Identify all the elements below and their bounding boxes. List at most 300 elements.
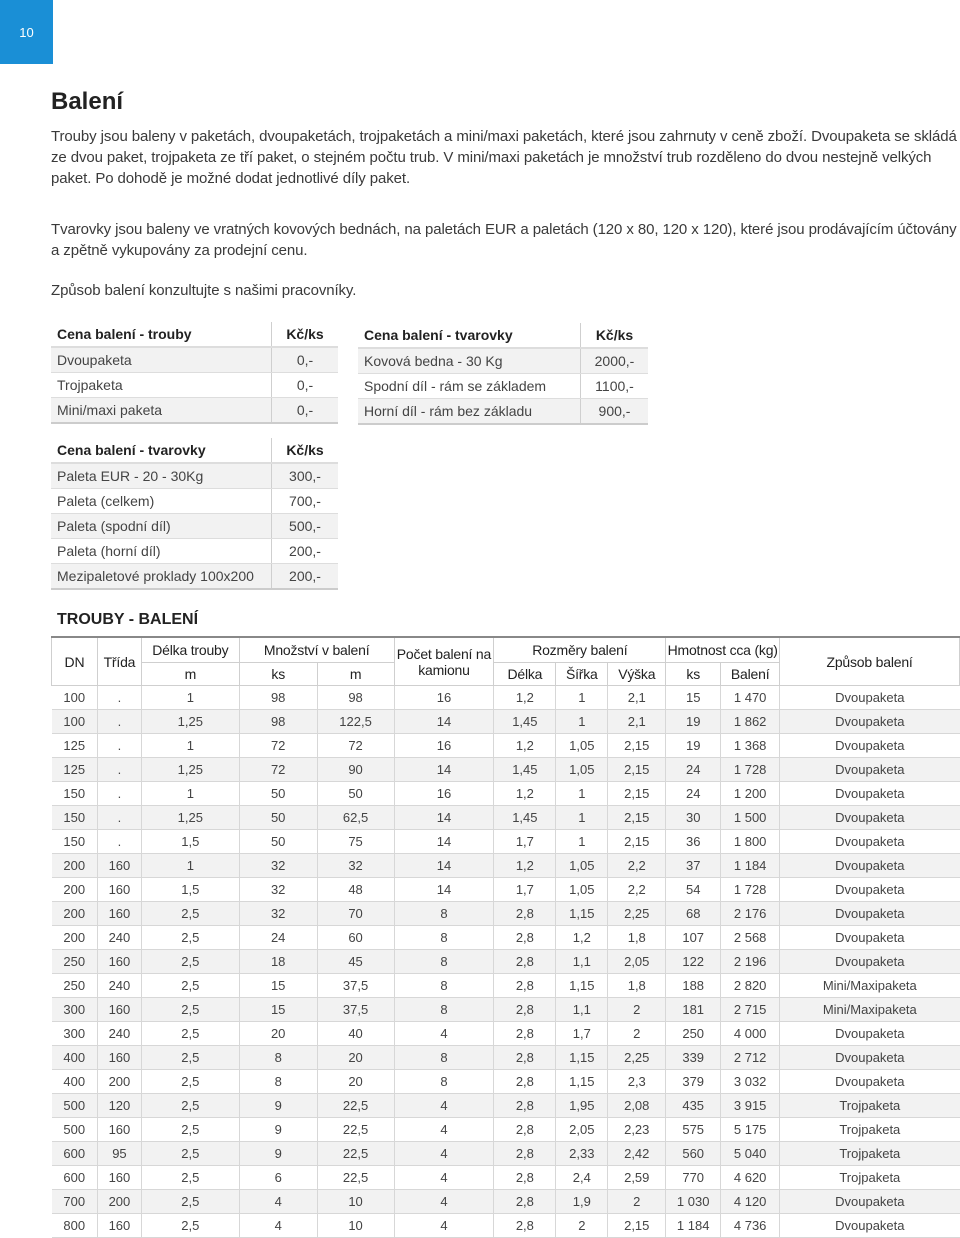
cell-zpusob-baleni: Dvoupaketa [780, 782, 960, 806]
cell-hmotnost-baleni: 1 728 [721, 758, 780, 782]
column-subheader-delka: Délka [494, 663, 556, 686]
cell-mnozstvi-m: 50 [317, 782, 394, 806]
cell-trida: 160 [97, 998, 141, 1022]
cell-pocet-baleni: 14 [394, 806, 494, 830]
cell-sirka: 1 [556, 710, 608, 734]
cell-delka-trouby: 2,5 [141, 1070, 239, 1094]
table-row [52, 1142, 960, 1166]
table-row [52, 686, 960, 710]
price-table-tvarovky-bedny [358, 323, 648, 425]
cell-vyska: 2,3 [608, 1070, 666, 1094]
cell-mnozstvi-m: 75 [317, 830, 394, 854]
column-subheader-ks: ks [239, 663, 317, 686]
item-price: 300,- [272, 463, 339, 489]
cell-delka: 1,45 [494, 758, 556, 782]
cell-dn: 125 [52, 734, 98, 758]
table-row [52, 926, 960, 950]
cell-trida: 200 [97, 1190, 141, 1214]
cell-vyska: 2,2 [608, 878, 666, 902]
cell-zpusob-baleni: Trojpaketa [780, 1166, 960, 1190]
column-subheader-baleni: Balení [721, 663, 780, 686]
cell-mnozstvi-ks: 20 [239, 1022, 317, 1046]
cell-sirka: 1 [556, 686, 608, 710]
table-row [51, 489, 338, 514]
cell-mnozstvi-ks: 8 [239, 1070, 317, 1094]
cell-hmotnost-baleni: 4 120 [721, 1190, 780, 1214]
cell-mnozstvi-m: 62,5 [317, 806, 394, 830]
item-price: 0,- [272, 347, 339, 373]
cell-hmotnost-baleni: 3 032 [721, 1070, 780, 1094]
table-row [358, 348, 648, 374]
item-label: Paleta (spodní díl) [51, 514, 272, 539]
cell-hmotnost-ks: 122 [666, 950, 721, 974]
cell-hmotnost-ks: 188 [666, 974, 721, 998]
page-number: 10 [19, 24, 34, 40]
cell-hmotnost-baleni: 1 800 [721, 830, 780, 854]
cell-dn: 700 [52, 1190, 98, 1214]
cell-vyska: 2,23 [608, 1118, 666, 1142]
table-row [358, 399, 648, 425]
cell-delka-trouby: 2,5 [141, 1094, 239, 1118]
cell-mnozstvi-ks: 32 [239, 854, 317, 878]
cell-mnozstvi-ks: 32 [239, 902, 317, 926]
cell-sirka: 1,95 [556, 1094, 608, 1118]
cell-hmotnost-ks: 19 [666, 734, 721, 758]
cell-hmotnost-ks: 24 [666, 758, 721, 782]
cell-mnozstvi-ks: 15 [239, 998, 317, 1022]
cell-dn: 400 [52, 1046, 98, 1070]
cell-vyska: 2,15 [608, 806, 666, 830]
cell-delka: 1,7 [494, 830, 556, 854]
table-row [52, 1022, 960, 1046]
cell-delka-trouby: 2,5 [141, 998, 239, 1022]
cell-vyska: 1,8 [608, 974, 666, 998]
cell-mnozstvi-ks: 72 [239, 734, 317, 758]
cell-pocet-baleni: 4 [394, 1022, 494, 1046]
cell-delka-trouby: 2,5 [141, 1142, 239, 1166]
cell-delka: 2,8 [494, 998, 556, 1022]
cell-pocet-baleni: 8 [394, 974, 494, 998]
cell-trida: 95 [97, 1142, 141, 1166]
cell-trida: . [97, 830, 141, 854]
column-header-rozmery: Rozměry balení [494, 637, 666, 663]
cell-hmotnost-ks: 181 [666, 998, 721, 1022]
cell-sirka: 1,05 [556, 734, 608, 758]
cell-delka: 2,8 [494, 1214, 556, 1238]
cell-hmotnost-ks: 575 [666, 1118, 721, 1142]
cell-sirka: 1,15 [556, 902, 608, 926]
cell-sirka: 1,15 [556, 1046, 608, 1070]
cell-hmotnost-baleni: 1 500 [721, 806, 780, 830]
cell-pocet-baleni: 14 [394, 758, 494, 782]
page-number-badge [0, 0, 53, 64]
cell-pocet-baleni: 16 [394, 686, 494, 710]
table-row [52, 950, 960, 974]
item-price: 700,- [272, 489, 339, 514]
cell-delka-trouby: 1,5 [141, 830, 239, 854]
cell-zpusob-baleni: Mini/Maxipaketa [780, 998, 960, 1022]
cell-vyska: 2,15 [608, 830, 666, 854]
cell-mnozstvi-ks: 50 [239, 806, 317, 830]
column-header-delka-trouby: Délka trouby [141, 637, 239, 663]
cell-delka: 2,8 [494, 1022, 556, 1046]
table-row [52, 1094, 960, 1118]
cell-dn: 400 [52, 1070, 98, 1094]
cell-delka: 2,8 [494, 1118, 556, 1142]
cell-hmotnost-baleni: 4 736 [721, 1214, 780, 1238]
cell-trida: 160 [97, 902, 141, 926]
trouby-baleni-table [51, 636, 960, 1238]
cell-delka-trouby: 2,5 [141, 1118, 239, 1142]
item-price: 900,- [581, 399, 649, 425]
cell-trida: 240 [97, 926, 141, 950]
cell-vyska: 2 [608, 1190, 666, 1214]
cell-sirka: 2,4 [556, 1166, 608, 1190]
section-title-trouby-baleni: TROUBY - BALENÍ [57, 611, 199, 628]
column-subheader-m: m [141, 663, 239, 686]
table-row [51, 539, 338, 564]
cell-zpusob-baleni: Dvoupaketa [780, 878, 960, 902]
cell-mnozstvi-m: 122,5 [317, 710, 394, 734]
cell-trida: 160 [97, 1166, 141, 1190]
table-header-row [52, 637, 960, 663]
cell-delka: 1,45 [494, 806, 556, 830]
cell-delka-trouby: 2,5 [141, 974, 239, 998]
cell-hmotnost-ks: 560 [666, 1142, 721, 1166]
cell-mnozstvi-ks: 32 [239, 878, 317, 902]
cell-mnozstvi-m: 72 [317, 734, 394, 758]
item-label: Kovová bedna - 30 Kg [358, 348, 581, 374]
cell-mnozstvi-m: 22,5 [317, 1094, 394, 1118]
cell-mnozstvi-m: 20 [317, 1070, 394, 1094]
cell-hmotnost-ks: 36 [666, 830, 721, 854]
cell-delka: 1,45 [494, 710, 556, 734]
cell-delka: 1,2 [494, 854, 556, 878]
cell-vyska: 2,25 [608, 1046, 666, 1070]
cell-mnozstvi-ks: 18 [239, 950, 317, 974]
cell-mnozstvi-ks: 24 [239, 926, 317, 950]
cell-zpusob-baleni: Dvoupaketa [780, 734, 960, 758]
cell-pocet-baleni: 14 [394, 854, 494, 878]
cell-mnozstvi-m: 45 [317, 950, 394, 974]
table-row [52, 974, 960, 998]
cell-zpusob-baleni: Trojpaketa [780, 1142, 960, 1166]
table-row [51, 373, 338, 398]
item-price: 1100,- [581, 374, 649, 399]
cell-sirka: 2,05 [556, 1118, 608, 1142]
price-table-tvarovky-palety [51, 438, 338, 590]
cell-hmotnost-ks: 19 [666, 710, 721, 734]
cell-dn: 150 [52, 830, 98, 854]
cell-trida: . [97, 782, 141, 806]
cell-delka-trouby: 1 [141, 782, 239, 806]
cell-hmotnost-baleni: 5 040 [721, 1142, 780, 1166]
cell-delka-trouby: 2,5 [141, 1022, 239, 1046]
cell-pocet-baleni: 8 [394, 926, 494, 950]
cell-vyska: 1,8 [608, 926, 666, 950]
cell-zpusob-baleni: Dvoupaketa [780, 1190, 960, 1214]
item-label: Dvoupaketa [51, 347, 272, 373]
cell-zpusob-baleni: Dvoupaketa [780, 902, 960, 926]
paragraph-konzultace: Způsob balení konzultujte s našimi pracovníky. [51, 282, 357, 299]
table-row [52, 998, 960, 1022]
cell-sirka: 1,1 [556, 950, 608, 974]
cell-delka-trouby: 1 [141, 734, 239, 758]
cell-delka-trouby: 1,25 [141, 710, 239, 734]
paragraph-trouby: Trouby jsou baleny v paketách, dvoupaketách, trojpaketách a mini/maxi paketách, které jsou zahrnuty v ceně zboží. Dvoupaketa se skládá ze dvou paket, trojpaketa ze tří paket, o stejném počtu trub. V mini/maxi paketách je množství trub rozděleno do dvou nestejně velkých paket. Po dohodě je možné dodat jednotlivé díly paket. [51, 128, 957, 187]
column-subheader-sirka: Šířka [556, 663, 608, 686]
item-price: 0,- [272, 373, 339, 398]
cell-mnozstvi-m: 90 [317, 758, 394, 782]
cell-trida: . [97, 686, 141, 710]
cell-delka-trouby: 2,5 [141, 1046, 239, 1070]
cell-sirka: 1 [556, 782, 608, 806]
cell-hmotnost-baleni: 4 620 [721, 1166, 780, 1190]
table-row [52, 806, 960, 830]
table-row [52, 902, 960, 926]
cell-dn: 100 [52, 686, 98, 710]
cell-hmotnost-ks: 54 [666, 878, 721, 902]
trouby-baleni-rows [52, 686, 960, 1238]
cell-dn: 300 [52, 998, 98, 1022]
column-subheader-m: m [317, 663, 394, 686]
cell-sirka: 1,05 [556, 854, 608, 878]
column-subheader-vyska: Výška [608, 663, 666, 686]
cell-hmotnost-baleni: 1 470 [721, 686, 780, 710]
column-header-unit: Kč/ks [272, 438, 339, 463]
cell-pocet-baleni: 8 [394, 1070, 494, 1094]
cell-pocet-baleni: 4 [394, 1190, 494, 1214]
cell-hmotnost-ks: 379 [666, 1070, 721, 1094]
cell-mnozstvi-m: 10 [317, 1214, 394, 1238]
cell-hmotnost-ks: 24 [666, 782, 721, 806]
cell-trida: 200 [97, 1070, 141, 1094]
column-header-pocet-baleni: Počet balení na kamionu [394, 637, 494, 686]
cell-delka-trouby: 2,5 [141, 902, 239, 926]
cell-delka: 2,8 [494, 1070, 556, 1094]
cell-sirka: 1,2 [556, 926, 608, 950]
cell-delka: 2,8 [494, 1190, 556, 1214]
cell-trida: 240 [97, 974, 141, 998]
cell-hmotnost-baleni: 1 728 [721, 878, 780, 902]
cell-hmotnost-ks: 770 [666, 1166, 721, 1190]
cell-delka-trouby: 2,5 [141, 1166, 239, 1190]
item-label: Paleta EUR - 20 - 30Kg [51, 463, 272, 489]
item-price: 200,- [272, 564, 339, 590]
cell-vyska: 2,1 [608, 710, 666, 734]
cell-hmotnost-ks: 68 [666, 902, 721, 926]
cell-delka: 1,2 [494, 734, 556, 758]
cell-pocet-baleni: 14 [394, 878, 494, 902]
cell-pocet-baleni: 16 [394, 734, 494, 758]
cell-hmotnost-ks: 30 [666, 806, 721, 830]
item-price: 200,- [272, 539, 339, 564]
cell-hmotnost-ks: 1 184 [666, 1214, 721, 1238]
cell-trida: . [97, 710, 141, 734]
cell-mnozstvi-ks: 6 [239, 1166, 317, 1190]
cell-dn: 100 [52, 710, 98, 734]
cell-mnozstvi-m: 22,5 [317, 1166, 394, 1190]
cell-sirka: 2,33 [556, 1142, 608, 1166]
cell-zpusob-baleni: Dvoupaketa [780, 1070, 960, 1094]
cell-dn: 300 [52, 1022, 98, 1046]
cell-mnozstvi-ks: 4 [239, 1190, 317, 1214]
column-header-hmotnost: Hmotnost cca (kg) [666, 637, 780, 663]
cell-vyska: 2,59 [608, 1166, 666, 1190]
cell-vyska: 2,42 [608, 1142, 666, 1166]
cell-mnozstvi-ks: 98 [239, 686, 317, 710]
column-header-item: Cena balení - tvarovky [358, 323, 581, 348]
cell-dn: 250 [52, 950, 98, 974]
page-title: Balení [51, 88, 124, 115]
cell-delka: 2,8 [494, 1142, 556, 1166]
column-header-mnozstvi: Množství v balení [239, 637, 394, 663]
cell-zpusob-baleni: Mini/Maxipaketa [780, 974, 960, 998]
cell-mnozstvi-m: 37,5 [317, 974, 394, 998]
cell-pocet-baleni: 8 [394, 1046, 494, 1070]
cell-trida: 240 [97, 1022, 141, 1046]
table-row [52, 1190, 960, 1214]
cell-zpusob-baleni: Dvoupaketa [780, 854, 960, 878]
cell-delka: 1,7 [494, 878, 556, 902]
price-table-trouby [51, 322, 338, 424]
table-row [51, 398, 338, 424]
cell-trida: 160 [97, 854, 141, 878]
item-label: Paleta (celkem) [51, 489, 272, 514]
cell-mnozstvi-ks: 98 [239, 710, 317, 734]
cell-hmotnost-baleni: 2 176 [721, 902, 780, 926]
cell-dn: 500 [52, 1118, 98, 1142]
cell-trida: 120 [97, 1094, 141, 1118]
cell-hmotnost-ks: 339 [666, 1046, 721, 1070]
cell-dn: 125 [52, 758, 98, 782]
cell-vyska: 2,15 [608, 758, 666, 782]
cell-trida: . [97, 758, 141, 782]
cell-mnozstvi-m: 20 [317, 1046, 394, 1070]
item-label: Paleta (horní díl) [51, 539, 272, 564]
cell-dn: 600 [52, 1166, 98, 1190]
cell-hmotnost-ks: 435 [666, 1094, 721, 1118]
table-row [52, 1166, 960, 1190]
cell-sirka: 2 [556, 1214, 608, 1238]
table-header-row [358, 323, 648, 348]
cell-zpusob-baleni: Dvoupaketa [780, 1214, 960, 1238]
cell-mnozstvi-m: 40 [317, 1022, 394, 1046]
item-label: Horní díl - rám bez základu [358, 399, 581, 425]
cell-vyska: 2,25 [608, 902, 666, 926]
cell-zpusob-baleni: Dvoupaketa [780, 830, 960, 854]
cell-dn: 500 [52, 1094, 98, 1118]
table-row [52, 1046, 960, 1070]
table-row [52, 782, 960, 806]
cell-zpusob-baleni: Dvoupaketa [780, 686, 960, 710]
cell-mnozstvi-m: 98 [317, 686, 394, 710]
table-row [52, 1070, 960, 1094]
paragraph-tvarovky: Tvarovky jsou baleny ve vratných kovových bednách, na paletách EUR a paletách (120 x 80, 120 x 120), které jsou prodávajícím účtovány a zpětně vykupovány za prodejní cenu. [51, 221, 957, 259]
cell-sirka: 1,05 [556, 758, 608, 782]
table-row [51, 347, 338, 373]
cell-hmotnost-ks: 1 030 [666, 1190, 721, 1214]
column-subheader-ks: ks [666, 663, 721, 686]
cell-sirka: 1,1 [556, 998, 608, 1022]
item-price: 2000,- [581, 348, 649, 374]
item-label: Mezipaletové proklady 100x200 [51, 564, 272, 590]
cell-dn: 600 [52, 1142, 98, 1166]
table-header-row [51, 438, 338, 463]
cell-mnozstvi-ks: 9 [239, 1094, 317, 1118]
cell-hmotnost-ks: 37 [666, 854, 721, 878]
cell-hmotnost-ks: 250 [666, 1022, 721, 1046]
cell-mnozstvi-m: 22,5 [317, 1118, 394, 1142]
cell-mnozstvi-ks: 4 [239, 1214, 317, 1238]
cell-hmotnost-baleni: 2 196 [721, 950, 780, 974]
cell-dn: 200 [52, 854, 98, 878]
cell-mnozstvi-ks: 50 [239, 782, 317, 806]
cell-mnozstvi-m: 32 [317, 854, 394, 878]
cell-mnozstvi-ks: 9 [239, 1142, 317, 1166]
cell-hmotnost-baleni: 1 184 [721, 854, 780, 878]
cell-vyska: 2,15 [608, 782, 666, 806]
column-header-unit: Kč/ks [581, 323, 649, 348]
cell-pocet-baleni: 4 [394, 1142, 494, 1166]
cell-sirka: 1,15 [556, 1070, 608, 1094]
cell-mnozstvi-ks: 8 [239, 1046, 317, 1070]
cell-zpusob-baleni: Dvoupaketa [780, 1022, 960, 1046]
cell-hmotnost-ks: 15 [666, 686, 721, 710]
cell-dn: 150 [52, 806, 98, 830]
item-label: Trojpaketa [51, 373, 272, 398]
cell-mnozstvi-ks: 50 [239, 830, 317, 854]
column-header-unit: Kč/ks [272, 322, 339, 347]
cell-hmotnost-ks: 107 [666, 926, 721, 950]
cell-delka: 2,8 [494, 950, 556, 974]
cell-trida: 160 [97, 1046, 141, 1070]
cell-delka: 2,8 [494, 974, 556, 998]
cell-hmotnost-baleni: 2 712 [721, 1046, 780, 1070]
cell-delka-trouby: 1,5 [141, 878, 239, 902]
cell-delka-trouby: 1 [141, 854, 239, 878]
cell-mnozstvi-ks: 15 [239, 974, 317, 998]
cell-delka-trouby: 2,5 [141, 950, 239, 974]
cell-sirka: 1,15 [556, 974, 608, 998]
cell-vyska: 2,15 [608, 734, 666, 758]
cell-dn: 200 [52, 926, 98, 950]
column-header-dn: DN [52, 637, 98, 686]
cell-trida: 160 [97, 1214, 141, 1238]
cell-vyska: 2,2 [608, 854, 666, 878]
cell-pocet-baleni: 4 [394, 1118, 494, 1142]
cell-trida: . [97, 806, 141, 830]
column-header-item: Cena balení - tvarovky [51, 438, 272, 463]
cell-zpusob-baleni: Dvoupaketa [780, 806, 960, 830]
cell-zpusob-baleni: Dvoupaketa [780, 950, 960, 974]
cell-trida: . [97, 734, 141, 758]
cell-zpusob-baleni: Trojpaketa [780, 1094, 960, 1118]
cell-delka-trouby: 2,5 [141, 1190, 239, 1214]
cell-delka-trouby: 1,25 [141, 758, 239, 782]
cell-delka: 2,8 [494, 1046, 556, 1070]
cell-delka-trouby: 1,25 [141, 806, 239, 830]
cell-sirka: 1,9 [556, 1190, 608, 1214]
cell-dn: 200 [52, 902, 98, 926]
cell-hmotnost-baleni: 4 000 [721, 1022, 780, 1046]
column-header-item: Cena balení - trouby [51, 322, 272, 347]
cell-sirka: 1,7 [556, 1022, 608, 1046]
table-row [52, 734, 960, 758]
cell-hmotnost-baleni: 1 368 [721, 734, 780, 758]
table-row [51, 564, 338, 590]
item-label: Mini/maxi paketa [51, 398, 272, 424]
